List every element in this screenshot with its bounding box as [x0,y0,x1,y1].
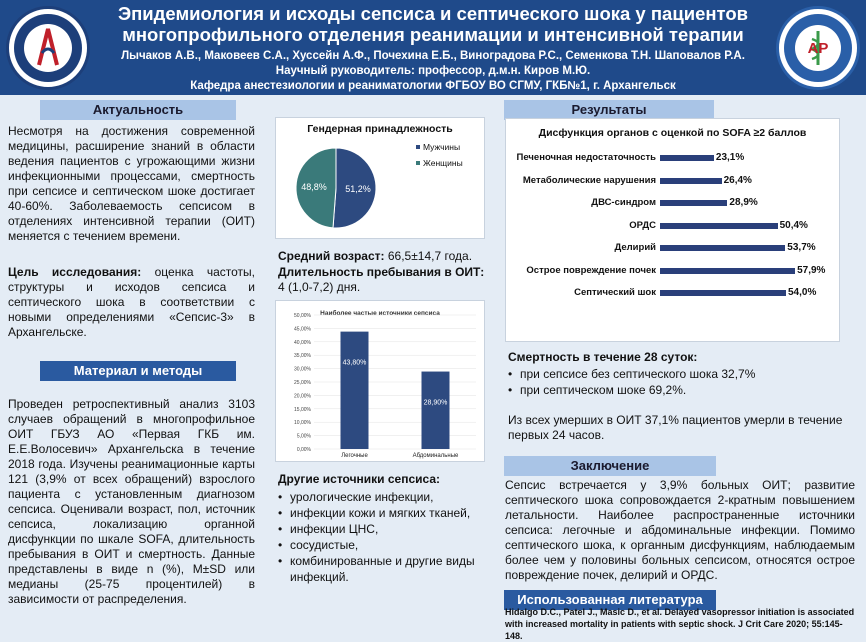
aim-paragraph [8,265,255,340]
y-tick-label: 25,00% [294,380,311,386]
university-logo [6,6,90,90]
sofa-row [506,286,839,300]
mortality-item: • при сепсисе без септического шока 32,7% [506,366,846,382]
gender-pie-panel [275,117,485,239]
relevance-text: Несмотря на достижения современной медицины, расширение знаний в области ведения пациентов с угрожающими жизни инфекционными процессами, смертность при сепсисе и септическом шоке достигает 40-60%. Заболеваемость сепсисом в отделениях интенсивной терапии (ОИТ) меняется с течением времени. [8,124,255,243]
aim-label: Цель исследования: [8,265,142,279]
other-source-item: • комбинированные и другие виды инфекций. [276,553,476,585]
pie-slice-label: 51,2% [345,183,371,194]
legend-entry: Женщины [423,158,463,168]
y-tick-label: 40,00% [294,339,311,346]
sofa-value-label: 50,4% [779,219,808,231]
sofa-bar-chart [506,149,839,339]
methods-text: Проведен ретроспективный анализ 3103 случаев обращений в многопрофильное ОИТ ГБУЗ АО «Первая ГКБ им. Е.Е.Волосевич» Архангельска в течение 2018 года. Изучены реанимационные карты 121 (3,9% от всех обращений) взрослого пациента с установленным диагнозом сепсиса. Оценивали возраст, пол, источник сепсиса, локализацию органной дисфункции по шкале SOFA, длительность пребывания в ОИТ и смертность. Данные представлены в виде n (%), M±SD или медианы (25-75 процентилей) в зависимости от распределения. [8,397,255,606]
sofa-value-label: 26,4% [723,174,752,186]
poster-title-line2: многопрофильного отделения реанимации и интенсивной терапии [122,24,744,45]
sofa-chart-title: Дисфункция органов с оценкой по SOFA ≥2 баллов [538,127,807,139]
literature-text: Hidalgo D.C., Patel J., Masic D., et al. Delayed vasopressor initiation is associated with increased mortality in patients with septic shock. J Crit Care 2020; 55:145-148. [505,607,855,641]
mortality-item: • при септическом шоке 69,2%. [506,382,846,398]
y-tick-label: 20,00% [294,393,311,400]
sofa-category-label: Острое повреждение почек [526,264,656,276]
sofa-bar [660,268,795,274]
other-source-item: • урологические инфекции, [276,489,476,505]
poster-header [0,0,866,95]
stay-label: Длительность пребывания в ОИТ: [278,265,485,279]
gender-pie-chart [276,118,484,238]
y-tick-label: 50,00% [294,313,311,319]
section-title-relevance: Актуальность [40,100,236,120]
sofa-category-label: ОРДС [629,219,656,231]
sofa-category-label: Печеночная недостаточность [516,152,656,163]
sofa-bar [660,178,722,184]
y-tick-label: 0,00% [296,447,311,453]
sofa-bar [660,155,714,161]
y-tick-label: 35,00% [294,353,311,360]
sofa-row [506,264,839,278]
sofa-chart-panel [505,118,840,342]
other-sources-title-text: Другие источники сепсиса: [278,472,441,486]
mortality-title [508,350,848,365]
stay-value: 4 (1,0-7,2) дня. [278,280,361,294]
sources-bar-chart [276,301,484,461]
sofa-value-label: 28,9% [729,197,758,208]
sofa-row [506,196,839,210]
sofa-category-label: ДВС-синдром [591,197,656,208]
legend-swatch [416,161,420,165]
mortality-note: Из всех умерших в ОИТ 37,1% пациентов умерли в течение первых 24 часов. [508,413,843,442]
logo-text: АР [807,40,829,57]
section-title-results: Результаты [504,100,714,120]
legend-entry: Мужчины [423,142,461,152]
advisor: Научный руководитель: профессор, д.м.н. Киров М.Ю. [275,65,591,77]
poster-title-line1: Эпидемиология и исходы сепсиса и септического шока у пациентов [117,3,749,24]
stay-line [278,265,488,295]
sofa-category-label: Метаболические нарушения [522,174,656,186]
x-category-label: Абдоминальные [412,453,459,459]
sources-chart-title: Наиболее частые источники сепсиса [320,310,440,317]
section-title-methods: Материал и методы [40,361,236,381]
y-tick-label: 5,00% [296,433,311,440]
sofa-row [506,151,839,165]
association-logo [776,6,860,90]
legend-swatch [416,145,420,149]
y-tick-label: 45,00% [294,326,311,333]
sources-chart-panel [275,300,485,462]
sofa-row [506,219,839,233]
section-title-literature: Использованная литература [504,590,716,610]
y-tick-label: 15,00% [294,406,311,413]
x-category-label: Легочные [341,453,368,459]
y-tick-label: 30,00% [294,366,311,373]
sofa-bar [660,245,785,251]
sofa-value-label: 23,1% [715,152,745,163]
bar-pulmonary [341,332,369,449]
age-line [278,249,488,264]
sofa-category-label: Септический шок [574,287,656,298]
sofa-value-label: 57,9% [797,264,826,276]
sofa-row [506,174,839,188]
other-source-item: • сосудистые, [276,537,476,553]
aim-text: оценка частоты, структуры и исходов сепсиса и септического шока в соответствии с новыми определениями «Сепсис-3» в Архангельске. [8,265,255,339]
section-title-conclusion: Заключение [504,456,716,476]
other-source-item: • инфекции ЦНС, [276,521,476,537]
sofa-row [506,241,839,255]
age-label: Средний возраст: [278,249,385,263]
sofa-bar [660,200,727,206]
y-tick-label: 10,00% [294,420,311,427]
department: Кафедра анестезиологии и реаниматологии ФГБОУ ВО СГМУ, ГКБ№1, г. Архангельск [190,80,676,92]
age-value: 66,5±14,7 года. [384,249,473,263]
mortality-list [506,366,846,398]
other-source-item: • инфекции кожи и мягких тканей, [276,505,476,521]
pie-slice-label: 48,8% [301,182,327,193]
bar-value-label: 28,90% [423,399,448,407]
sofa-bar [660,223,778,229]
bar-abdominal [422,372,450,449]
conclusion-text: Сепсис встречается у 3,9% больных ОИТ; развитие септического шока сопровождается 2-кратным повышением летальности. Наиболее распространенные источники сепсиса: легочные и абдоминальные инфекции. Помимо септического шока, к органным дисфункциям, наблюдаемым более чем у половины больных сепсисом, относятся острое повреждение почек, делирий и ОРДС. [505,478,855,582]
bar-value-label: 43,80% [342,359,367,367]
other-sources-list [276,489,476,585]
sofa-category-label: Делирий [614,242,656,253]
other-sources-title [278,472,488,487]
sofa-value-label: 54,0% [788,287,817,298]
mortality-title-text: Смертность в течение 28 суток: [508,350,698,364]
gender-chart-title: Гендерная принадлежность [307,123,453,135]
sofa-bar [660,290,786,296]
sofa-value-label: 53,7% [787,242,816,253]
authors: Лычаков А.В., Маковеев С.А., Хуссейн А.Ф., Почехина Е.Б., Виноградова Р.С., Семенкова Т.Н. Шаповалов Р.А. [121,50,745,62]
